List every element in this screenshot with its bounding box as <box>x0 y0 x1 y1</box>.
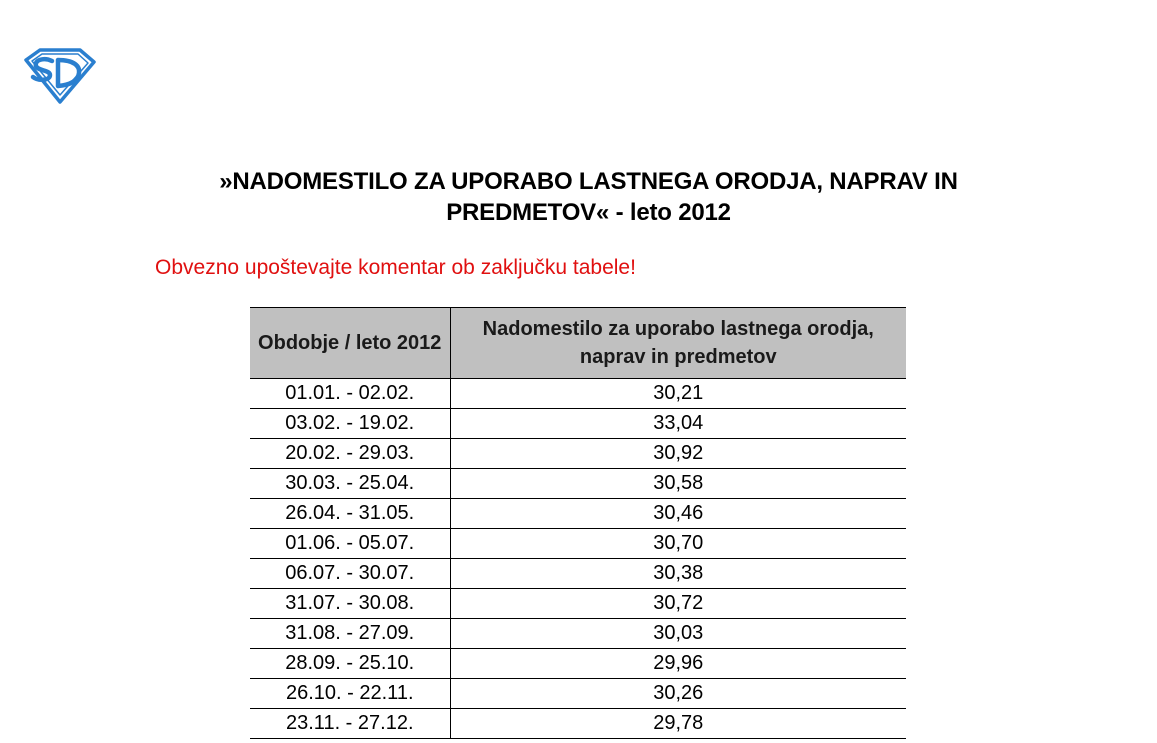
period-cell: 26.10. - 22.11. <box>250 679 450 709</box>
table-row <box>250 679 906 709</box>
document-title <box>0 166 1157 228</box>
period-cell: 03.02. - 19.02. <box>250 409 450 439</box>
column-header-period: Obdobje / leto 2012 <box>250 308 450 379</box>
table-row <box>250 409 906 439</box>
mandatory-comment-notice: Obvezno upoštevajte komentar ob zaključku tabele! <box>155 256 636 279</box>
value-cell: 30,03 <box>450 619 906 649</box>
table-row <box>250 649 906 679</box>
value-cell: 30,92 <box>450 439 906 469</box>
period-cell: 30.03. - 25.04. <box>250 469 450 499</box>
table-row <box>250 379 906 409</box>
value-cell: 30,72 <box>450 589 906 619</box>
value-cell: 30,21 <box>450 379 906 409</box>
period-cell: 31.08. - 27.09. <box>250 619 450 649</box>
table-row <box>250 619 906 649</box>
period-cell: 31.07. - 30.08. <box>250 589 450 619</box>
value-cell: 30,46 <box>450 499 906 529</box>
value-cell: 29,78 <box>450 709 906 739</box>
value-cell: 30,26 <box>450 679 906 709</box>
period-cell: 28.09. - 25.10. <box>250 649 450 679</box>
period-cell: 23.11. - 27.12. <box>250 709 450 739</box>
period-cell: 01.06. - 05.07. <box>250 529 450 559</box>
period-cell: 01.01. - 02.02. <box>250 379 450 409</box>
table-row <box>250 709 906 739</box>
column-header-compensation: Nadomestilo za uporabo lastnega orodja, naprav in predmetov <box>450 308 906 379</box>
table-header-row <box>250 308 906 379</box>
period-cell: 26.04. - 31.05. <box>250 499 450 529</box>
table-row <box>250 469 906 499</box>
value-cell: 33,04 <box>450 409 906 439</box>
table-row <box>250 499 906 529</box>
table-row <box>250 559 906 589</box>
table-row <box>250 529 906 559</box>
table-row <box>250 589 906 619</box>
document-title-line-2: PREDMETOV« - leto 2012 <box>446 199 731 226</box>
period-cell: 20.02. - 29.03. <box>250 439 450 469</box>
value-cell: 30,58 <box>450 469 906 499</box>
logo-icon <box>22 48 96 104</box>
table-row <box>250 439 906 469</box>
value-cell: 30,70 <box>450 529 906 559</box>
value-cell: 30,38 <box>450 559 906 589</box>
document-title-line-1: »NADOMESTILO ZA UPORABO LASTNEGA ORODJA, NAPRAV IN <box>219 168 958 195</box>
value-cell: 29,96 <box>450 649 906 679</box>
period-cell: 06.07. - 30.07. <box>250 559 450 589</box>
compensation-table <box>250 307 906 739</box>
